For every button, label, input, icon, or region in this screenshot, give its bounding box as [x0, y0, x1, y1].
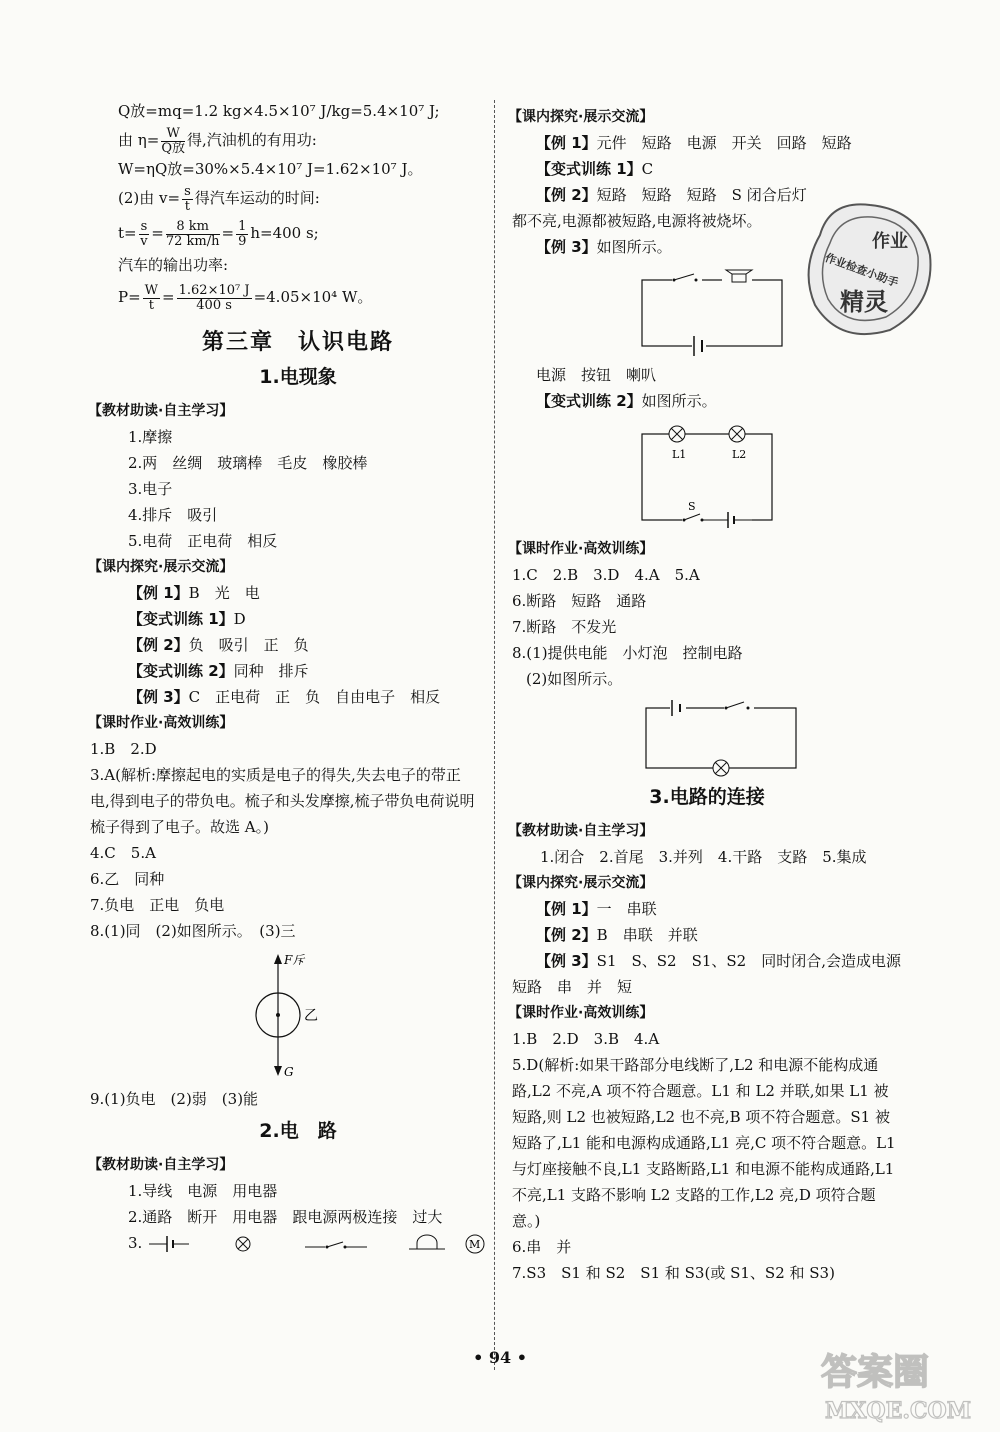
- answer-line: (2)如图所示。: [526, 670, 623, 688]
- switch-symbol-icon: [305, 1242, 367, 1249]
- answer-line: 8.(1)提供电能 小灯泡 控制电路: [512, 644, 743, 662]
- section-heading: 【课内探究·展示交流】: [88, 559, 234, 575]
- answer-paragraph: 【例 3】S1 S、S2 S1、S2 同时闭合,会造成电源短路 串 并 短: [512, 952, 901, 996]
- calc-line: 汽车的输出功率:: [118, 256, 229, 274]
- answer-paragraph: 【例 2】短路 短路 短路 S 闭合后灯都不亮,电源都被短路,电源将被烧坏。: [512, 186, 807, 230]
- center-dot: [276, 1013, 280, 1017]
- arrow-up-icon: [274, 954, 282, 964]
- answer-line: 【变式训练 2】如图所示。: [536, 392, 717, 410]
- answer-line: 6.乙 同种: [90, 870, 165, 888]
- fraction: $\frac{s}{v}$: [140, 218, 148, 249]
- lesson-title: 1.电现象: [259, 366, 337, 388]
- answer-line: 【例 2】负 吸引 正 负: [128, 636, 309, 654]
- circuit-wire: [642, 434, 772, 520]
- lamp-label: L1: [672, 448, 687, 461]
- answer-line: 6.断路 短路 通路: [512, 592, 647, 610]
- lesson-title: 3.电路的连接: [649, 786, 765, 808]
- calc-line: W=ηQ放=30%×5.4×10⁷ J=1.62×10⁷ J。: [118, 160, 423, 178]
- section-heading: 【课时作业·高效训练】: [508, 1005, 654, 1021]
- lamp-icon: [729, 426, 745, 442]
- section-heading: 【课时作业·高效训练】: [88, 715, 234, 731]
- arrow-down-icon: [274, 1066, 282, 1076]
- fraction: $\frac{W}{\text{Q放}}$: [161, 125, 185, 156]
- answer-line: 6.串 并: [512, 1238, 572, 1256]
- circuit-wire: [642, 280, 782, 346]
- answer-line: 7.断路 不发光: [512, 618, 617, 636]
- answer-line: 2.通路 断开 用电器 跟电源两极连接 过大: [128, 1208, 443, 1226]
- circuit-symbols: [147, 1231, 487, 1257]
- svg-text:答案圈: 答案圈: [821, 1351, 930, 1393]
- circuit-wire: [646, 708, 796, 768]
- answer-line: 5.电荷 正电荷 相反: [128, 532, 278, 550]
- answer-line: 【变式训练 1】C: [536, 160, 654, 178]
- svg-text:MXQE.COM: MXQE.COM: [825, 1398, 972, 1424]
- circuit-figure-1: [622, 266, 802, 356]
- svg-text:作业: 作业: [872, 231, 908, 252]
- section-heading: 【教材助读·自主学习】: [508, 823, 654, 839]
- section-heading: 【教材助读·自主学习】: [88, 1157, 234, 1173]
- section-heading: 【课时作业·高效训练】: [508, 541, 654, 557]
- calc-line: Q放=mq=1.2 kg×4.5×10⁷ J/kg=5.4×10⁷ J;: [118, 102, 440, 120]
- symbols-line: 3. M: [118, 1230, 478, 1260]
- answer-line: 2.两 丝绸 玻璃棒 毛皮 橡胶棒: [128, 454, 368, 472]
- calc-line: (2)由 v= $\frac{s}{t}$ 得汽车运动的时间:: [118, 183, 320, 214]
- calc-line: P= $\frac{W}{t}$ = $\frac{\text{1.62×10⁷ J}}{400 s}$ =4.05×10⁴ W。: [118, 282, 373, 313]
- motor-symbol-icon: [466, 1235, 484, 1253]
- lamp-icon: [713, 760, 729, 776]
- section-heading: 【课内探究·展示交流】: [508, 875, 654, 891]
- ball-label: 乙: [304, 1008, 318, 1024]
- figure-caption: 电源 按钮 喇叭: [536, 366, 657, 384]
- answer-line: 9.(1)负电 (2)弱 (3)能: [90, 1090, 259, 1108]
- fraction: $\frac{W}{t}$: [144, 282, 159, 313]
- answer-line: 7.S3 S1 和 S2 S1 和 S3(或 S1、S2 和 S3): [512, 1264, 835, 1282]
- battery-symbol-icon: [149, 1236, 189, 1252]
- answer-line: 【例 1】元件 短路 电源 开关 回路 短路: [536, 134, 852, 152]
- fraction: $\frac{s}{t}$: [184, 183, 191, 214]
- fraction: $\frac{1}{9}$: [238, 218, 247, 249]
- svg-text:作业检查小助手: 作业检查小助手: [823, 251, 900, 290]
- column-divider: [494, 100, 495, 1370]
- answer-line: 1.导线 电源 用电器: [128, 1182, 278, 1200]
- stamp-logo: [800, 195, 940, 345]
- answer-line: 1.闭合 2.首尾 3.并列 4.干路 支路 5.集成: [540, 848, 867, 866]
- force-label-top: F斥: [284, 953, 305, 967]
- chapter-title: 第三章 认识电路: [201, 330, 394, 355]
- section-heading: 【课内探究·展示交流】: [508, 109, 654, 125]
- left-column: [88, 98, 481, 1260]
- lesson-title: 2.电 路: [259, 1120, 337, 1142]
- answer-line: 【例 1】B 光 电: [128, 584, 260, 602]
- answer-line: 1.B 2.D 3.B 4.A: [512, 1030, 660, 1048]
- answer-line: 【例 2】B 串联 并联: [536, 926, 698, 944]
- svg-text:M: M: [469, 1238, 481, 1251]
- section-heading: 【教材助读·自主学习】: [88, 403, 234, 419]
- bell-symbol-icon: [409, 1235, 445, 1249]
- svg-text:精灵: 精灵: [840, 287, 888, 316]
- lamp-icon: [669, 426, 685, 442]
- answer-line: 3.电子: [128, 480, 173, 498]
- force-label-bottom: G: [284, 1065, 294, 1079]
- answer-line: 8.(1)同 (2)如图所示。 (3)三: [90, 922, 296, 940]
- switch-label: S: [688, 500, 696, 513]
- lamp-label: L2: [732, 448, 747, 461]
- answer-line: 4.排斥 吸引: [128, 506, 218, 524]
- answer-line: 1.C 2.B 3.D 4.A 5.A: [512, 566, 700, 584]
- answer-line: 【变式训练 1】D: [128, 610, 246, 628]
- answer-line: 7.负电 正电 负电: [90, 896, 225, 914]
- circuit-figure-3: [636, 698, 816, 778]
- calc-line: 由 η= $\frac{W}{\text{Q放}}$ 得,汽油机的有用功:: [118, 125, 317, 156]
- circuit-figure-2: [632, 420, 792, 530]
- lamp-symbol-icon: [236, 1237, 250, 1251]
- watermark-logo: [815, 1338, 995, 1428]
- fraction: $\frac{\text{1.62×10⁷ J}}{400 s}$: [178, 282, 250, 313]
- answer-line: 1.摩擦: [128, 428, 173, 446]
- calc-line: t= $\frac{s}{v}$ = $\frac{8 km}{72 km/h}$ = $\frac{1}{9}$ h=400 s;: [118, 218, 319, 249]
- answer-line: 1.B 2.D: [90, 740, 157, 758]
- answer-line: 【例 3】如图所示。: [536, 238, 672, 256]
- answer-line: 【例 3】C 正电荷 正 负 自由电子 相反: [128, 688, 441, 706]
- answer-line: 【变式训练 2】同种 排斥: [128, 662, 309, 680]
- fraction: $\frac{8 km}{72 km/h}$: [165, 218, 220, 249]
- page-number: • 94 •: [473, 1348, 527, 1367]
- answer-line: 4.C 5.A: [90, 844, 156, 862]
- answer-line: 【例 1】一 串联: [536, 900, 657, 918]
- answer-paragraph: 5.D(解析:如果干路部分电线断了,L2 和电源不能构成通路,L2 不亮,A 项不符合题意。L1 和 L2 并联,如果 L1 被短路,则 L2 也被短路,L2 也不亮,B 项不符合题意。S1 被短路了,L1 能和电源构成通路,L1 亮,C 项不符合题意。L1 与灯座接触不良,L1 支路断路,L1 和电源不能构成通路,L1 不亮,L1 支路不影响 L2 支路的工作,L2 亮,D 项符合题意。): [512, 1056, 896, 1230]
- force-diagram: [228, 950, 368, 1080]
- answer-paragraph: 3.A(解析:摩擦起电的实质是电子的得失,失去电子的带正电,得到电子的带负电。梳子和头发摩擦,梳子带负电荷说明梳子得到了电子。故选 A。): [90, 766, 475, 836]
